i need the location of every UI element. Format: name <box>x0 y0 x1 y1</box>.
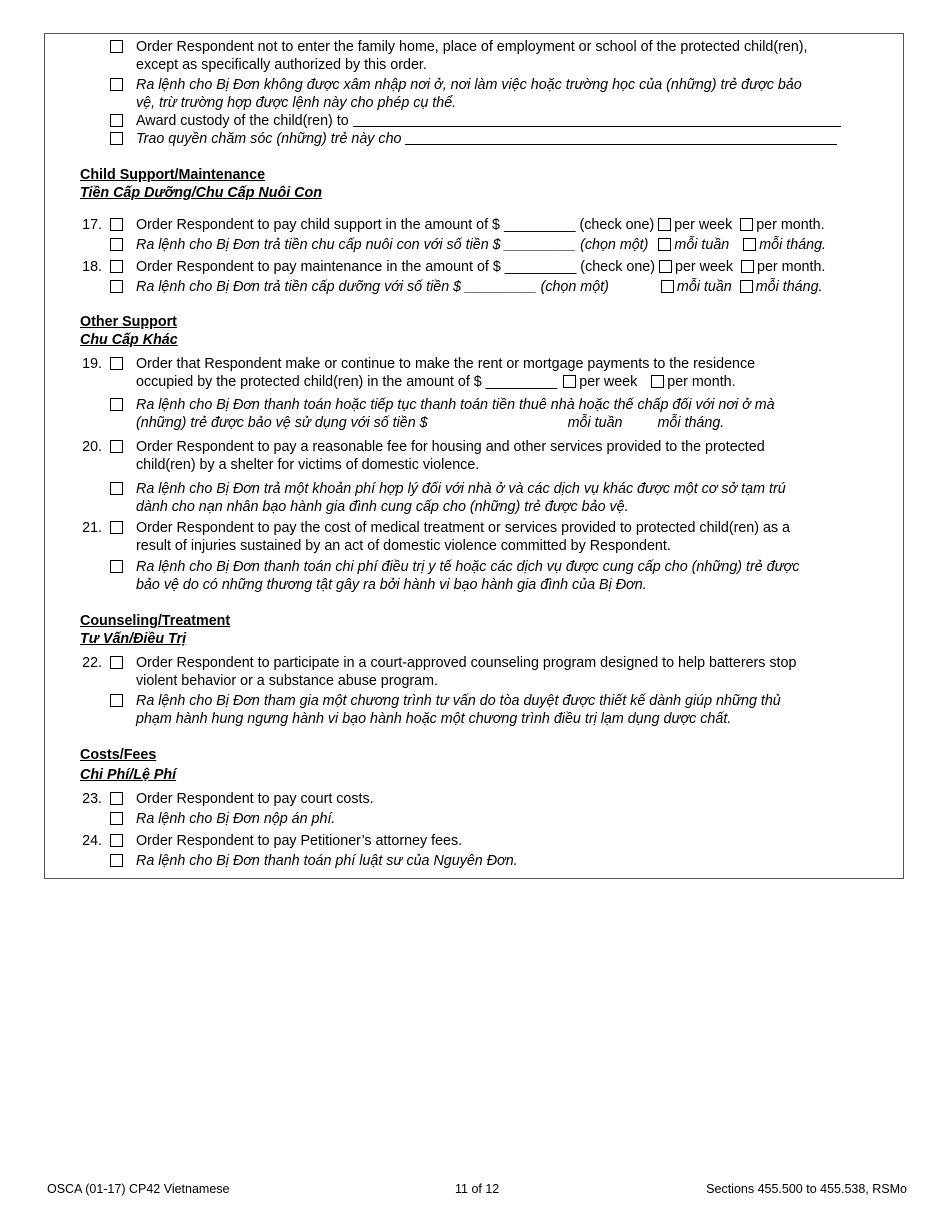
no-enter-text-vi-1: Ra lệnh cho Bị Đơn không được xâm nhập nơi ở, nơi làm việc hoặc trường học của (những) trẻ được bảo <box>136 77 802 93</box>
item-17-vi-month-checkbox[interactable] <box>743 238 756 251</box>
item-22-vi-checkbox[interactable] <box>110 694 123 707</box>
item-17-text <box>136 216 825 234</box>
moi-tuan-label: mỗi tuần <box>674 237 730 253</box>
custody-blank[interactable] <box>353 113 841 127</box>
item-20-text-1: Order Respondent to pay a reasonable fee for housing and other services provided to the protected <box>136 439 765 455</box>
custody-vi-blank[interactable] <box>405 131 837 145</box>
custody-vi-checkbox[interactable] <box>110 132 123 145</box>
child-support-heading-vi: Tiền Cấp Dưỡng/Chu Cấp Nuôi Con <box>80 185 322 201</box>
item-21-text-2: result of injuries sustained by an act of domestic violence committed by Respondent. <box>136 538 671 554</box>
moi-thang-label: mỗi tháng. <box>755 279 823 295</box>
item-23-vi-checkbox[interactable] <box>110 812 123 825</box>
moi-tuan-label: mỗi tuần <box>676 279 732 295</box>
item-20-number: 20. <box>82 439 102 455</box>
item-20-text-vi-1: Ra lệnh cho Bị Đơn trả một khoản phí hợp lý đối với nhà ở và các dịch vụ khác được một cơ sở tạm trú <box>136 481 786 497</box>
moi-thang-label: mỗi tháng. <box>759 237 827 253</box>
item-19-text-1: Order that Respondent make or continue to make the rent or mortgage payments to the residence <box>136 356 756 372</box>
item-19-label-vi-2: (những) trẻ được bảo vệ sử dụng với số tiền $ <box>136 415 428 431</box>
item-19-week-checkbox[interactable] <box>563 375 576 388</box>
item-21-text-1: Order Respondent to pay the cost of medical treatment or services provided to protected child(ren) as a <box>136 520 791 536</box>
no-enter-checkbox[interactable] <box>110 40 123 53</box>
item-19-text-2 <box>136 373 736 391</box>
item-19-label-2: occupied by the protected child(ren) in the amount of $ _________ <box>136 374 558 390</box>
item-17-text-vi <box>136 236 826 254</box>
child-support-heading: Child Support/Maintenance <box>80 167 266 183</box>
other-support-heading-vi: Chu Cấp Khác <box>80 332 178 348</box>
item-19-number: 19. <box>82 356 102 372</box>
moi-thang-label: mỗi tháng. <box>657 415 725 431</box>
item-19-vi-checkbox[interactable] <box>110 398 123 411</box>
item-21-checkbox[interactable] <box>110 521 123 534</box>
item-20-vi-checkbox[interactable] <box>110 482 123 495</box>
other-support-heading: Other Support <box>80 314 177 330</box>
item-18-checkbox[interactable] <box>110 260 123 273</box>
per-month-label: per month. <box>667 374 736 390</box>
item-17-vi-checkbox[interactable] <box>110 238 123 251</box>
item-18-vi-month-checkbox[interactable] <box>740 280 753 293</box>
custody-text-en: Award custody of the child(ren) to <box>136 113 349 129</box>
per-week-label: per week <box>674 217 733 233</box>
item-22-text-vi-2: phạm hành hung ngưng hành vi bạo hành hoặc một chương trình điều trị lạm dụng dược chất. <box>136 711 732 727</box>
footer-page-number: 11 of 12 <box>455 1182 500 1196</box>
item-18-label-vi: Ra lệnh cho Bị Đơn trả tiền cấp dưỡng với số tiền $ _________ (chọn một) <box>136 279 609 295</box>
per-month-label: per month. <box>757 259 826 275</box>
counseling-heading: Counseling/Treatment <box>80 613 231 629</box>
item-20-checkbox[interactable] <box>110 440 123 453</box>
item-21-text-vi-2: bảo vệ do có những thương tật gây ra bởi hành vi bạo hành gia đình của Bị Đơn. <box>136 577 647 593</box>
item-18-vi-week-checkbox[interactable] <box>661 280 674 293</box>
counseling-heading-vi: Tư Vấn/Điều Trị <box>80 631 187 647</box>
item-23-text: Order Respondent to pay court costs. <box>136 791 374 807</box>
item-23-number: 23. <box>82 791 102 807</box>
item-24-text-vi: Ra lệnh cho Bị Đơn thanh toán phí luật sư của Nguyên Đơn. <box>136 853 518 869</box>
per-month-label: per month. <box>756 217 825 233</box>
item-19-checkbox[interactable] <box>110 357 123 370</box>
item-23-checkbox[interactable] <box>110 792 123 805</box>
item-24-vi-checkbox[interactable] <box>110 854 123 867</box>
item-17-checkbox[interactable] <box>110 218 123 231</box>
item-18-number: 18. <box>82 259 102 275</box>
per-week-label: per week <box>675 259 734 275</box>
item-21-number: 21. <box>82 520 102 536</box>
item-18-text <box>136 258 825 276</box>
item-22-text-2: violent behavior or a substance abuse program. <box>136 673 439 689</box>
no-enter-text-en-2: except as specifically authorized by this order. <box>136 57 427 73</box>
item-23-text-vi: Ra lệnh cho Bị Đơn nộp án phí. <box>136 811 336 827</box>
item-17-month-checkbox[interactable] <box>740 218 753 231</box>
item-21-vi-checkbox[interactable] <box>110 560 123 573</box>
per-week-label: per week <box>579 374 638 390</box>
item-18-label: Order Respondent to pay maintenance in the amount of $ _________ (check one) <box>136 259 656 275</box>
item-18-week-checkbox[interactable] <box>659 260 672 273</box>
item-22-text-1: Order Respondent to participate in a court-approved counseling program designed to help batterers stop <box>136 655 797 671</box>
footer-sections: Sections 455.500 to 455.538, RSMo <box>706 1182 907 1196</box>
custody-line <box>136 112 841 130</box>
item-17-week-checkbox[interactable] <box>658 218 671 231</box>
item-22-number: 22. <box>82 655 102 671</box>
item-24-checkbox[interactable] <box>110 834 123 847</box>
item-19-month-checkbox[interactable] <box>651 375 664 388</box>
item-18-month-checkbox[interactable] <box>741 260 754 273</box>
item-22-text-vi-1: Ra lệnh cho Bị Đơn tham gia một chương trình tư vấn do tòa duyệt được thiết kế dành giúp những thủ <box>136 693 781 709</box>
no-enter-text-vi-2: vệ, trừ trường hợp được lệnh này cho phép cụ thể. <box>136 95 457 111</box>
item-17-vi-week-checkbox[interactable] <box>658 238 671 251</box>
item-19-text-vi-2 <box>136 414 724 432</box>
item-20-text-vi-2: dành cho nạn nhân bạo hành gia đình cung cấp cho (những) trẻ được bảo vệ. <box>136 499 629 515</box>
item-17-number: 17. <box>82 217 102 233</box>
custody-checkbox[interactable] <box>110 114 123 127</box>
no-enter-vi-checkbox[interactable] <box>110 78 123 91</box>
item-18-vi-checkbox[interactable] <box>110 280 123 293</box>
item-22-checkbox[interactable] <box>110 656 123 669</box>
custody-text-vi: Trao quyền chăm sóc (những) trẻ này cho <box>136 131 402 147</box>
no-enter-text-en-1: Order Respondent not to enter the family home, place of employment or school of the protected child(ren), <box>136 39 808 55</box>
item-21-text-vi-1: Ra lệnh cho Bị Đơn thanh toán chi phí điều trị y tế hoặc các dịch vụ được cung cấp cho (những) trẻ được <box>136 559 800 575</box>
item-19-text-vi-1: Ra lệnh cho Bị Đơn thanh toán hoặc tiếp tục thanh toán tiền thuê nhà hoặc thế chấp đối với nơi ở mà <box>136 397 775 413</box>
item-18-text-vi <box>136 278 823 296</box>
footer-form-id: OSCA (01-17) CP42 Vietnamese <box>47 1182 230 1196</box>
item-20-text-2: child(ren) by a shelter for victims of domestic violence. <box>136 457 480 473</box>
moi-tuan-label: mỗi tuần <box>567 415 623 431</box>
costs-heading: Costs/Fees <box>80 747 157 763</box>
item-24-text: Order Respondent to pay Petitioner’s attorney fees. <box>136 833 463 849</box>
costs-heading-vi: Chi Phí/Lệ Phí <box>80 767 177 783</box>
item-17-label: Order Respondent to pay child support in the amount of $ _________ (check one) <box>136 217 655 233</box>
item-17-label-vi: Ra lệnh cho Bị Đơn trả tiền chu cấp nuôi con với số tiền $ _________ (chọn một) <box>136 237 649 253</box>
custody-line-vi <box>136 130 837 148</box>
item-24-number: 24. <box>82 833 102 849</box>
